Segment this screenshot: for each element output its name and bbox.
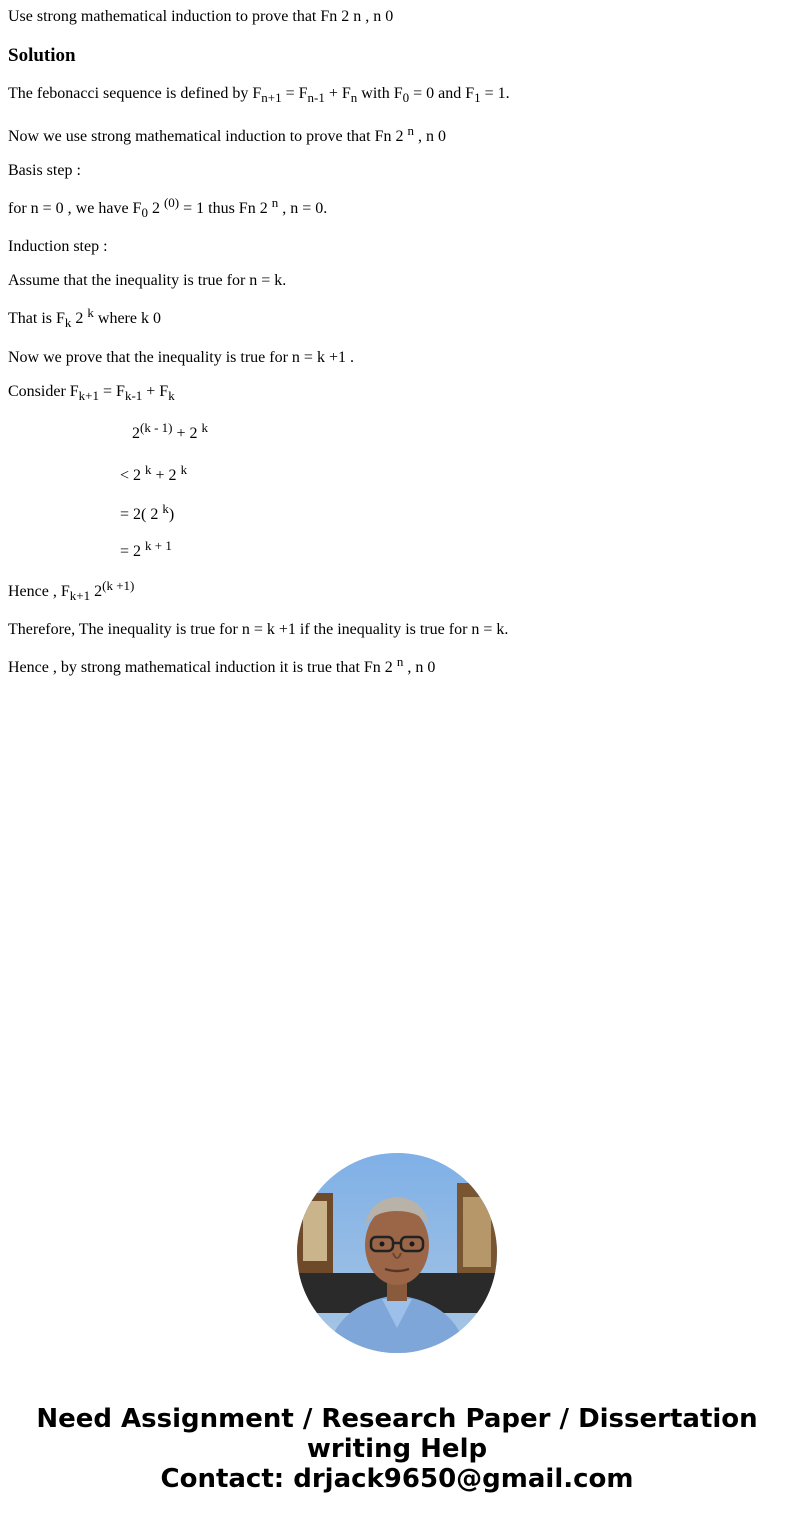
footer-line-1: Need Assignment / Research Paper / Dissertation: [36, 1404, 758, 1434]
author-portrait: [297, 1153, 497, 1353]
conclusion-line: Hence , by strong mathematical induction it is true that Fn 2 $^n$ , n 0: [8, 654, 436, 676]
help-footer: [0, 1404, 794, 1494]
derivation-step-3: = 2( 2 $^k$): [120, 501, 175, 523]
question-text: Use strong mathematical induction to prove that Fn 2 n , n 0: [8, 8, 394, 25]
derivation-step-4: = 2 $^{k + 1}$: [120, 538, 172, 560]
induction-step-label: Induction step :: [8, 238, 108, 255]
assume-line: Assume that the inequality is true for n = k.: [8, 272, 287, 289]
author-avatar: [297, 1153, 497, 1353]
prove-next-line: Now we prove that the inequality is true for n = k +1 .: [8, 349, 354, 366]
therefore-line: Therefore, The inequality is true for n = k +1 if the inequality is true for n = k.: [8, 621, 509, 638]
basis-step-label: Basis step :: [8, 162, 81, 179]
that-is-line: That is $F_k$ 2 $^k$ where k 0: [8, 305, 161, 330]
derivation-step-2: < 2 $^k$ + 2 $^k$: [120, 462, 188, 484]
footer-contact-line: Contact: drjack9650@gmail.com: [160, 1464, 634, 1494]
basis-step-line: for n = 0 , we have $F_0$ 2 $^{(0)}$ = 1 thus Fn 2 $^n$ , n = 0.: [8, 195, 328, 220]
consider-line: Consider $F_{k+1} = F_{k-1} + F_k$: [8, 383, 175, 403]
definition-line: The febonacci sequence is defined by $F_{n+1} = F_{n-1} + F_n$ with $F_0 = 0$ and $F_1 = 1$.: [8, 85, 510, 105]
intro-line: Now we use strong mathematical induction to prove that Fn 2 $^n$ , n 0: [8, 123, 446, 145]
derivation-step-1: $2^{(k - 1)} + 2$ $^k$: [132, 420, 209, 442]
hence-line: Hence , $F_{k+1}$ $2^{(k +1)}$: [8, 578, 135, 603]
solution-heading: Solution: [8, 45, 76, 66]
footer-line-2: writing Help: [306, 1434, 488, 1464]
